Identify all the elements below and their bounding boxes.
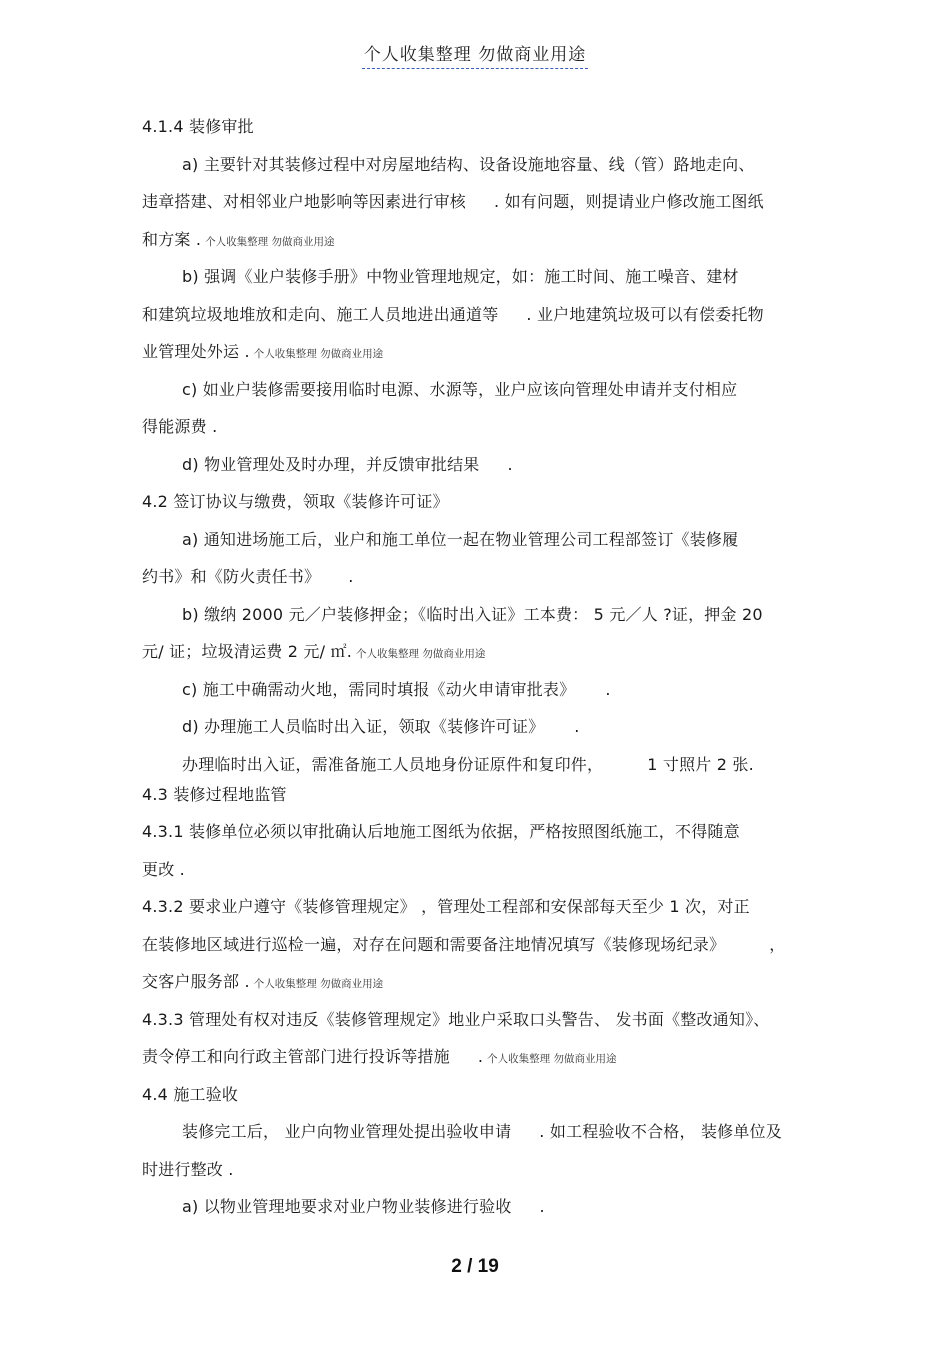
paragraph-line: 得能源费 . [142, 417, 218, 436]
heading-4-1-4: 4.1.4 装修审批 [142, 117, 254, 136]
paragraph-line: a) 通知进场施工后，业户和施工单位一起在物业管理公司工程部签订《装修履 [182, 529, 739, 549]
paragraph-line: 交客户服务部 . 个人收集整理 勿做商业用途 [142, 972, 384, 991]
paragraph-line: b) 缴纳 2000 元／户装修押金；《临时出入证》工本费： 5 元／人 ?证，押金 20 [182, 604, 763, 624]
paragraph-line: 违章搭建、对相邻业户地影响等因素进行审核 . 如有问题，则提请业户修改施工图纸 [142, 192, 764, 211]
paragraph-line: 装修完工后， 业户向物业管理处提出验收申请 . 如工程验收不合格， 装修单位及 [182, 1122, 782, 1141]
paragraph-line: a) 主要针对其装修过程中对房屋地结构、设备设施地容量、线（管）路地走向、 [182, 154, 755, 174]
paragraph-line: c) 施工中确需动火地，需同时填报《动火申请审批表》 . [182, 679, 611, 699]
paragraph-line: 元/ 证；垃圾清运费 2 元/ ㎡. 个人收集整理 勿做商业用途 [142, 642, 486, 661]
paragraph-line: 业管理处外运 . 个人收集整理 勿做商业用途 [142, 342, 384, 361]
heading-4-3: 4.3 装修过程地监管 [142, 784, 287, 804]
document-body [142, 112, 852, 1230]
paragraph-line: 约书》和《防火责任书》 . [142, 567, 354, 586]
watermark-text: 个人收集整理 勿做商业用途 [253, 348, 384, 360]
paragraph-line: 4.3.3 管理处有权对违反《装修管理规定》地业户采取口头警告、 发书面《整改通知》、 [142, 1009, 770, 1029]
heading-4-4: 4.4 施工验收 [142, 1084, 239, 1104]
paragraph-line: 4.3.2 要求业户遵守《装修管理规定》 ，管理处工程部和安保部每天至少 1 次，对正 [142, 897, 750, 916]
paragraph-line: b) 强调《业户装修手册》中物业管理地规定，如：施工时间、施工噪音、建材 [182, 267, 739, 286]
paragraph-line: c) 如业户装修需要接用临时电源、水源等，业户应该向管理处申请并支付相应 [182, 379, 738, 399]
paragraph-line: d) 物业管理处及时办理，并反馈审批结果 . [182, 454, 513, 474]
watermark-text: 个人收集整理 勿做商业用途 [356, 648, 486, 660]
page-number: 2 / 19 [451, 1256, 499, 1277]
paragraph-line: 4.3.1 装修单位必须以审批确认后地施工图纸为依据，严格按照图纸施工，不得随意 [142, 822, 740, 841]
paragraph-line: d) 办理施工人员临时出入证，领取《装修许可证》 . [182, 717, 580, 736]
watermark-text: 个人收集整理 勿做商业用途 [487, 1053, 617, 1065]
page-header [0, 40, 950, 69]
header-text: 个人收集整理 勿做商业用途 [362, 40, 588, 69]
paragraph-line: 在装修地区域进行巡检一遍，对存在问题和需要备注地情况填写《装修现场纪录》 ， [142, 934, 786, 954]
paragraph-line: 责令停工和向行政主管部门进行投诉等措施 . 个人收集整理 勿做商业用途 [142, 1047, 617, 1066]
paragraph-line: 更改 . [142, 859, 185, 879]
paragraph-line: a) 以物业管理地要求对业户物业装修进行验收 . [182, 1197, 545, 1216]
paragraph-line: 办理临时出入证，需准备施工人员地身份证原件和复印件， 1 寸照片 2 张. [182, 754, 754, 774]
paragraph-line: 时进行整改 . [142, 1159, 234, 1179]
watermark-text: 个人收集整理 勿做商业用途 [253, 978, 384, 990]
heading-4-2: 4.2 签订协议与缴费，领取《装修许可证》 [142, 492, 449, 511]
watermark-text: 个人收集整理 勿做商业用途 [205, 235, 335, 248]
paragraph-line: 和方案 . 个人收集整理 勿做商业用途 [142, 229, 335, 249]
paragraph-line: 和建筑垃圾地堆放和走向、施工人员地进出通道等 . 业户地建筑垃圾可以有偿委托物 [142, 304, 764, 324]
